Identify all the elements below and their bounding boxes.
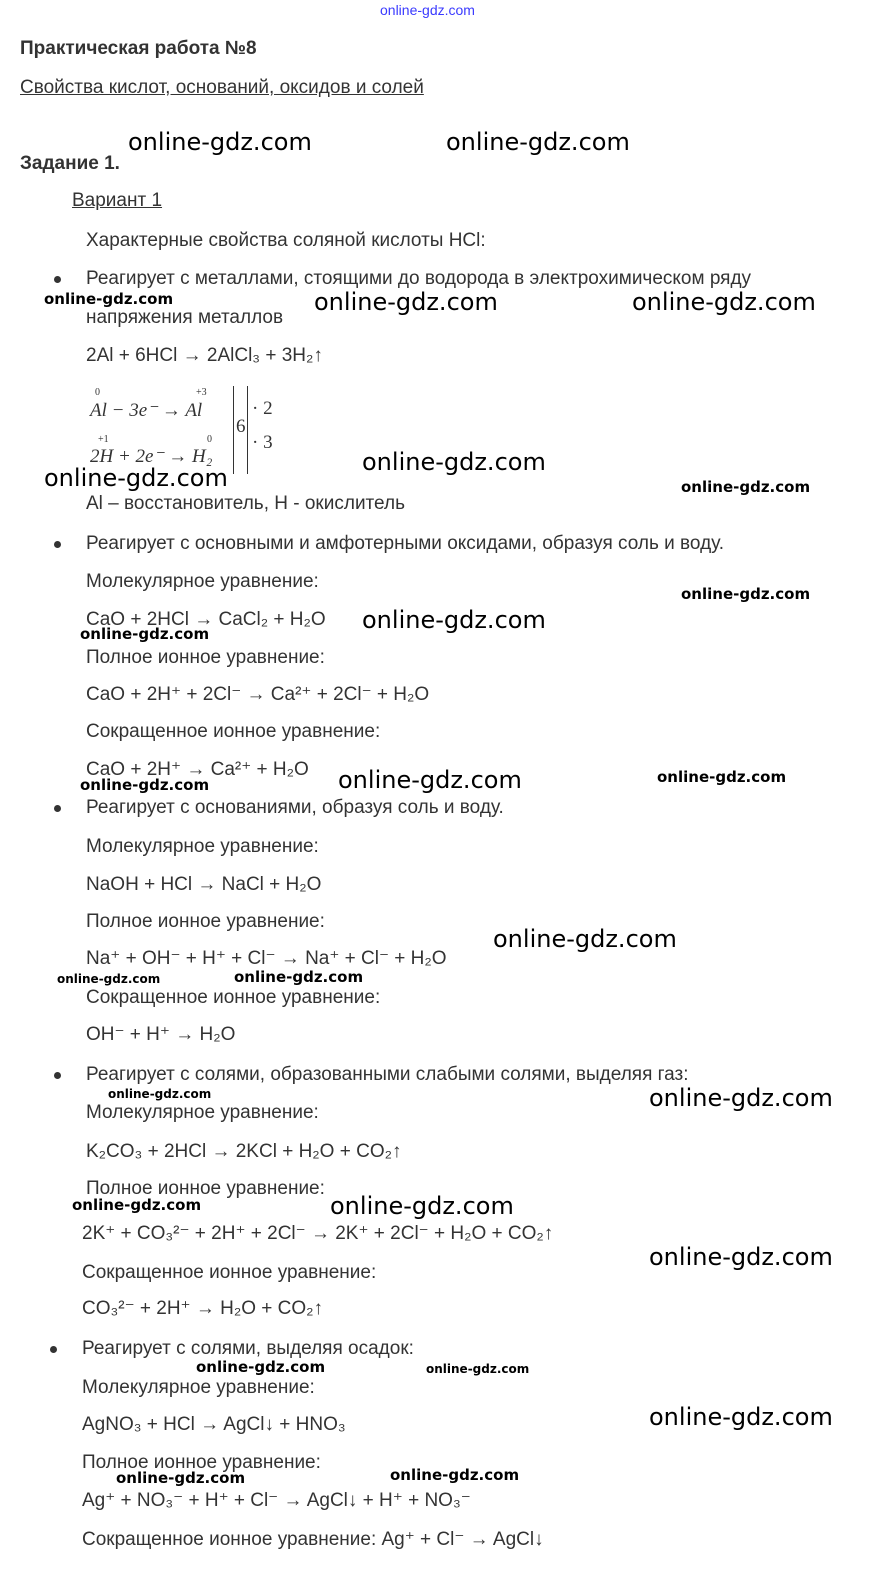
watermark: online-gdz.com [80, 776, 210, 794]
redox-divider-2 [247, 386, 248, 474]
watermark: online-gdz.com [390, 1466, 520, 1484]
watermark: online-gdz.com [57, 972, 161, 986]
ox-state-al-0: 0 [95, 387, 100, 398]
property-5-label-full-ionic: Полное ионное уравнение: [82, 1452, 321, 1473]
watermark: online-gdz.com [362, 448, 546, 476]
property-3-label-molecular: Молекулярное уравнение: [86, 836, 319, 857]
watermark: online-gdz.com [338, 766, 522, 794]
bullet-1 [54, 276, 61, 283]
property-4-label-short-ionic: Сокращенное ионное уравнение: [82, 1262, 377, 1283]
bullet-2 [54, 541, 61, 548]
property-5-text: Реагирует с солями, выделяя осадок: [82, 1338, 414, 1359]
redox-multiplier-1: · 2 [252, 398, 273, 419]
watermark: online-gdz.com [44, 290, 174, 308]
watermark: online-gdz.com [493, 925, 677, 953]
watermark: online-gdz.com [426, 1362, 530, 1376]
watermark: online-gdz.com [362, 606, 546, 634]
watermark: online-gdz.com [649, 1403, 833, 1431]
property-5-eq-full-ionic: Ag⁺ + NO₃⁻ + H⁺ + Cl⁻ → AgCl↓ + H⁺ + NO₃⁻ [82, 1490, 471, 1511]
property-1-text: Реагирует с металлами, стоящими до водорода в электрохимическом ряду [86, 268, 752, 289]
watermark: online-gdz.com [128, 128, 312, 156]
site-watermark-top: online-gdz.com [380, 2, 475, 18]
watermark: online-gdz.com [116, 1469, 246, 1487]
property-5-eq-molecular: AgNO₃ + HCl → AgCl↓ + HNO₃ [82, 1414, 346, 1435]
property-1-text-cont: напряжения металлов [86, 307, 284, 328]
property-2-eq-molecular: CaO + 2HCl → CaCl₂ + H₂O [86, 609, 326, 630]
bullet-5 [50, 1346, 57, 1353]
property-2-text: Реагирует с основными и амфотерными оксидами, образуя соль и воду. [86, 533, 725, 554]
task-heading: Задание 1. [20, 153, 120, 174]
page-title: Практическая работа №8 [20, 38, 257, 59]
watermark: online-gdz.com [632, 288, 816, 316]
watermark: online-gdz.com [649, 1243, 833, 1271]
watermark: online-gdz.com [72, 1196, 202, 1214]
property-4-label-molecular: Молекулярное уравнение: [86, 1102, 319, 1123]
ox-state-h-1: +1 [98, 434, 109, 445]
page-subtitle: Свойства кислот, оснований, оксидов и солей [20, 77, 424, 98]
equation-al-hcl: 2Al + 6HCl → 2AlCl₃ + 3H₂↑ [86, 345, 323, 366]
intro-text: Характерные свойства соляной кислоты HCl: [86, 230, 486, 251]
watermark: online-gdz.com [196, 1358, 326, 1376]
watermark: online-gdz.com [649, 1084, 833, 1112]
property-3-label-short-ionic: Сокращенное ионное уравнение: [86, 987, 381, 1008]
redox-divider-1 [233, 386, 234, 474]
property-4-eq-molecular: K₂CO₃ + 2HCl → 2KCl + H₂O + CO₂↑ [86, 1141, 402, 1162]
watermark: online-gdz.com [108, 1087, 212, 1101]
property-3-eq-molecular: NaOH + HCl → NaCl + H₂O [86, 874, 322, 895]
property-2-eq-full-ionic: CaO + 2H⁺ + 2Cl⁻ → Ca²⁺ + 2Cl⁻ + H₂O [86, 684, 430, 705]
ox-state-al-3: +3 [196, 387, 207, 398]
property-4-eq-full-ionic: 2K⁺ + CO₃²⁻ + 2H⁺ + 2Cl⁻ → 2K⁺ + 2Cl⁻ + H₂O + CO₂↑ [82, 1223, 554, 1244]
property-4-text: Реагирует с солями, образованными слабыми солями, выделяя газ: [86, 1064, 689, 1085]
redox-conclusion: Al – восстановитель, H - окислитель [86, 493, 405, 514]
property-3-text: Реагирует с основаниями, образуя соль и воду. [86, 797, 504, 818]
watermark: online-gdz.com [446, 128, 630, 156]
property-5-label-short-ionic: Сокращенное ионное уравнение: Ag⁺ + Cl⁻ → AgCl↓ [82, 1529, 544, 1550]
bullet-3 [54, 805, 61, 812]
watermark: online-gdz.com [681, 585, 811, 603]
redox-line-1: Al − 3e⁻ → Al [90, 400, 203, 421]
redox-line-2: 2H + 2e⁻ → H₂ [90, 446, 213, 467]
watermark: online-gdz.com [234, 968, 364, 986]
variant-heading: Вариант 1 [72, 190, 163, 211]
property-2-eq-short-ionic: CaO + 2H⁺ → Ca²⁺ + H₂O [86, 759, 309, 780]
watermark: online-gdz.com [330, 1192, 514, 1220]
watermark: online-gdz.com [314, 288, 498, 316]
bullet-4 [54, 1072, 61, 1079]
property-4-eq-short-ionic: CO₃²⁻ + 2H⁺ → H₂O + CO₂↑ [82, 1298, 324, 1319]
property-2-label-short-ionic: Сокращенное ионное уравнение: [86, 721, 381, 742]
property-5-label-molecular: Молекулярное уравнение: [82, 1377, 315, 1398]
property-3-eq-full-ionic: Na⁺ + OH⁻ + H⁺ + Cl⁻ → Na⁺ + Cl⁻ + H₂O [86, 948, 447, 969]
property-2-label-full-ionic: Полное ионное уравнение: [86, 647, 325, 668]
watermark: online-gdz.com [80, 625, 210, 643]
redox-lcm: 6 [236, 416, 246, 437]
property-3-label-full-ionic: Полное ионное уравнение: [86, 911, 325, 932]
watermark: online-gdz.com [657, 768, 787, 786]
ox-state-h-0: 0 [207, 434, 212, 445]
property-4-label-full-ionic: Полное ионное уравнение: [86, 1178, 325, 1199]
redox-multiplier-2: · 3 [252, 432, 273, 453]
property-2-label-molecular: Молекулярное уравнение: [86, 571, 319, 592]
watermark: online-gdz.com [44, 464, 228, 492]
watermark: online-gdz.com [681, 478, 811, 496]
property-3-eq-short-ionic: OH⁻ + H⁺ → H₂O [86, 1024, 236, 1045]
